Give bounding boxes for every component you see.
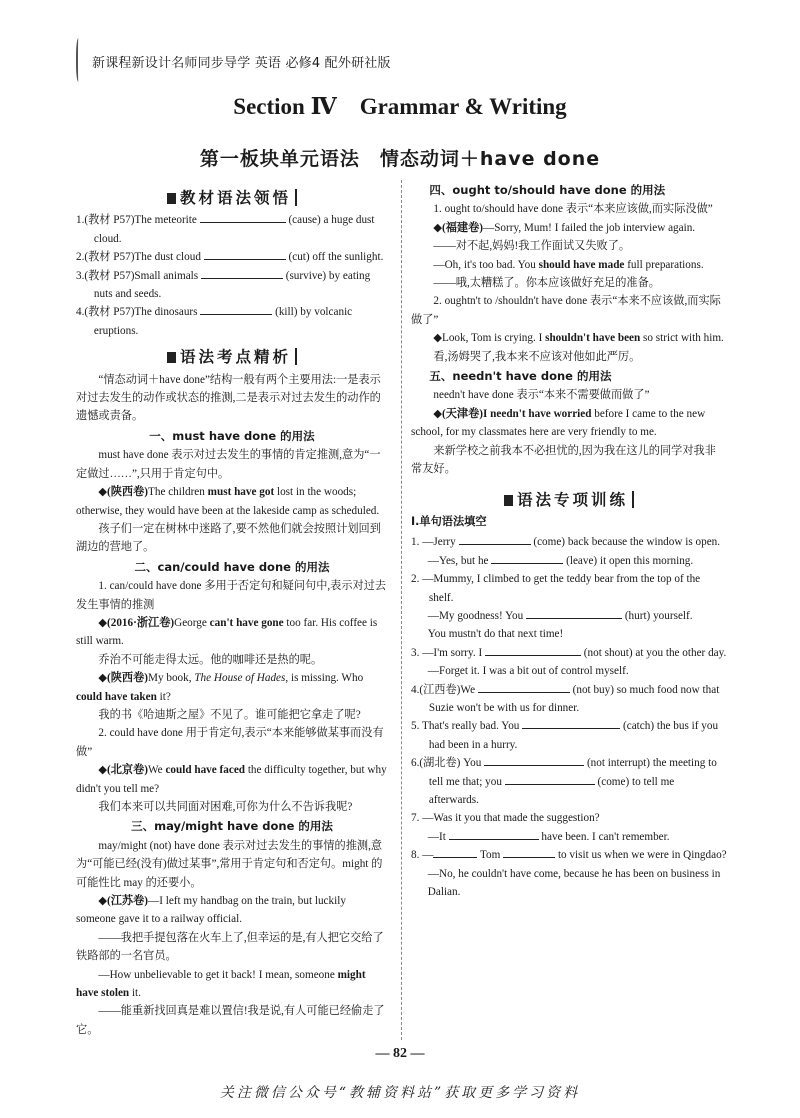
textbook-item: 2.(教材 P57)The dust cloud (cut) off the sunlight. <box>76 248 388 266</box>
exercise-2c: You mustn't do that next time! <box>427 628 564 641</box>
square-icon <box>504 495 513 506</box>
footer-note: 关注微信公众号“教辅资料站”获取更多学习资料 <box>219 1085 581 1101</box>
desc-can-1: 1. can/could have done 多用于否定句和疑问句中,表示对过去发生事情的推测 <box>76 580 387 611</box>
desc-needn't: needn't have done 表示“本来不需要做而做了” <box>433 389 650 402</box>
example-ought-1b: —Oh, it's too bad. You should have made full preparations. <box>433 258 704 271</box>
exercise-3b: —Forget it. I was a bit out of control myself. <box>427 665 629 678</box>
box-heading-textbook: 教材语法领悟 <box>76 189 388 207</box>
exercise-2b: —My goodness! You (hurt) yourself. <box>411 607 727 625</box>
square-icon <box>167 352 176 363</box>
heading-ought: 四、ought to/should have done 的用法 <box>429 183 666 197</box>
page-number: — 82 — <box>375 1046 425 1061</box>
running-header: 新课程新设计名师同步导学 英语 必修4 配外研社版 <box>92 56 391 71</box>
exercise-1b: —Yes, but he (leave) it open this morning. <box>411 552 727 570</box>
sub-title: 第一板块单元语法 情态动词＋have done <box>199 148 601 170</box>
exercise-7b: —It have been. I can't remember. <box>411 828 727 846</box>
exercise-title: Ⅰ.单句语法填空 <box>411 514 487 528</box>
example-may-2: —How unbelievable to get it back! I mean, someone might have stolen it. <box>76 968 366 1000</box>
textbook-item: 4.(教材 P57)The dinosaurs (kill) by volcanic eruptions. <box>76 303 388 340</box>
exercise-8b: —No, he couldn't have come, because he has been on business in Dalian. <box>427 867 721 899</box>
example-ought-2: ◆Look, Tom is crying. I shouldn't have been so strict with him. <box>433 332 724 345</box>
square-icon <box>167 193 176 204</box>
textbook-item: 3.(教材 P57)Small animals (survive) by eating nuts and seeds. <box>76 267 388 304</box>
exercise-8a: 8. — Tom to visit us when we were in Qingdao? <box>411 846 727 864</box>
translation-can-3: 我们本来可以共同面对困难,可你为什么不告诉我呢? <box>98 801 353 813</box>
translation-may-1: ——我把手提包落在火车上了,但幸运的是,有人把它交给了铁路部的一名官员。 <box>76 931 384 963</box>
translation-may-2: ——能重新找回真是难以置信!我是说,有人可能已经偷走了它。 <box>76 1005 385 1036</box>
right-column <box>411 180 727 901</box>
desc-can-2: 2. could have done 用于肯定句,表示“本来能够做某事而没有做” <box>76 727 384 758</box>
bar-icon <box>295 348 297 365</box>
heading-can: 二、can/could have done 的用法 <box>134 559 330 574</box>
exercise-7a: 7. —Was it you that made the suggestion? <box>411 812 600 825</box>
heading-needn't: 五、needn't have done 的用法 <box>429 369 612 384</box>
translation-ought-1b: ——哦,太糟糕了。你本应该做好充足的准备。 <box>433 277 660 290</box>
box-heading-analysis: 语法考点精析 <box>76 348 388 366</box>
desc-must: must have done 表示对过去发生的事情的肯定推测,意为“一定做过……”,只用于肯定句中。 <box>76 449 381 480</box>
desc-ought-2: 2. oughtn't to /shouldn't have done 表示“本来不应该做,而实际做了” <box>411 295 721 326</box>
desc-ought-1: 1. ought to/should have done 表示“本来应该做,而实际没做” <box>433 203 713 216</box>
desc-may: may/might (not) have done 表示对过去发生的事情的推测,意为“可能已经(没有)做过某事”,常用于肯定句和否定句。might 的可能性比 may 的还要小。 <box>76 839 383 889</box>
exercise-6: 6.(湖北卷) You (not interrupt) the meeting to tell me that; you (come) to tell me afterwards. <box>411 754 727 809</box>
translation-ought-1: ——对不起,妈妈!我工作面试又失败了。 <box>433 240 631 253</box>
exercise-1a: 1. —Jerry (come) back because the window is open. <box>411 533 727 551</box>
example-ought-1: ◆(福建卷)—Sorry, Mum! I failed the job interview again. <box>433 221 696 234</box>
section-title: Section Ⅳ Grammar & Writing <box>233 94 567 119</box>
bar-icon <box>632 491 634 508</box>
translation-must: 孩子们一定在树林中迷路了,要不然他们就会按照计划回到湖边的营地了。 <box>76 522 381 554</box>
heading-may: 三、may/might have done 的用法 <box>131 819 333 834</box>
column-divider <box>401 180 402 1040</box>
translation-ought-2: 看,汤姆哭了,我本来不应该对他如此严厉。 <box>433 350 641 363</box>
exercise-3a: 3. —I'm sorry. I (not shout) at you the other day. <box>411 644 727 662</box>
left-column <box>76 186 388 1039</box>
heading-must: 一、must have done 的用法 <box>149 428 315 443</box>
example-can-2: ◆(陕西卷)My book, The House of Hades, is missing. Who could have taken it? <box>76 672 364 703</box>
box-heading-training: 语法专项训练 <box>411 491 727 509</box>
exercise-2a: 2. —Mummy, I climbed to get the teddy bear from the top of the shelf. <box>411 573 701 604</box>
bar-icon <box>295 189 297 206</box>
example-may-1: ◆(江苏卷)—I left my handbag on the train, but luckily someone gave it to a railway official. <box>76 895 346 926</box>
header-decoration <box>76 38 82 82</box>
example-can-1: ◆(2016·浙江卷)George can't have gone too far. His coffee is still warm. <box>76 616 378 648</box>
translation-can-2: 我的书《哈迪斯之屋》不见了。谁可能把它拿走了呢? <box>98 708 361 721</box>
example-can-3: ◆(北京卷)We could have faced the difficulty together, but why didn't you tell me? <box>76 764 387 795</box>
translation-needn't: 来新学校之前我本不必担忧的,因为我在这儿的同学对我非常友好。 <box>411 444 716 476</box>
example-must: ◆(陕西卷)The children must have got lost in the woods; otherwise, they would have been at the lakeside camp as scheduled. <box>76 486 380 517</box>
intro-paragraph: “情态动词＋have done”结构一般有两个主要用法:一是表示对过去发生的动作或状态的推测,二是表示对过去发生的动作的遗憾或责备。 <box>76 373 381 423</box>
translation-can-1: 乔治不可能走得太远。他的咖啡还是热的呢。 <box>98 653 323 666</box>
exercise-4: 4.(江西卷)We (not buy) so much food now that Suzie won't be with us for dinner. <box>411 681 727 718</box>
example-needn't: ◆(天津卷)I needn't have worried before I came to the new school, for my classmates here are very friendly to me. <box>411 407 706 439</box>
exercise-5: 5. That's really bad. You (catch) the bus if you had been in a hurry. <box>411 717 727 754</box>
textbook-item: 1.(教材 P57)The meteorite (cause) a huge dust cloud. <box>76 211 388 248</box>
